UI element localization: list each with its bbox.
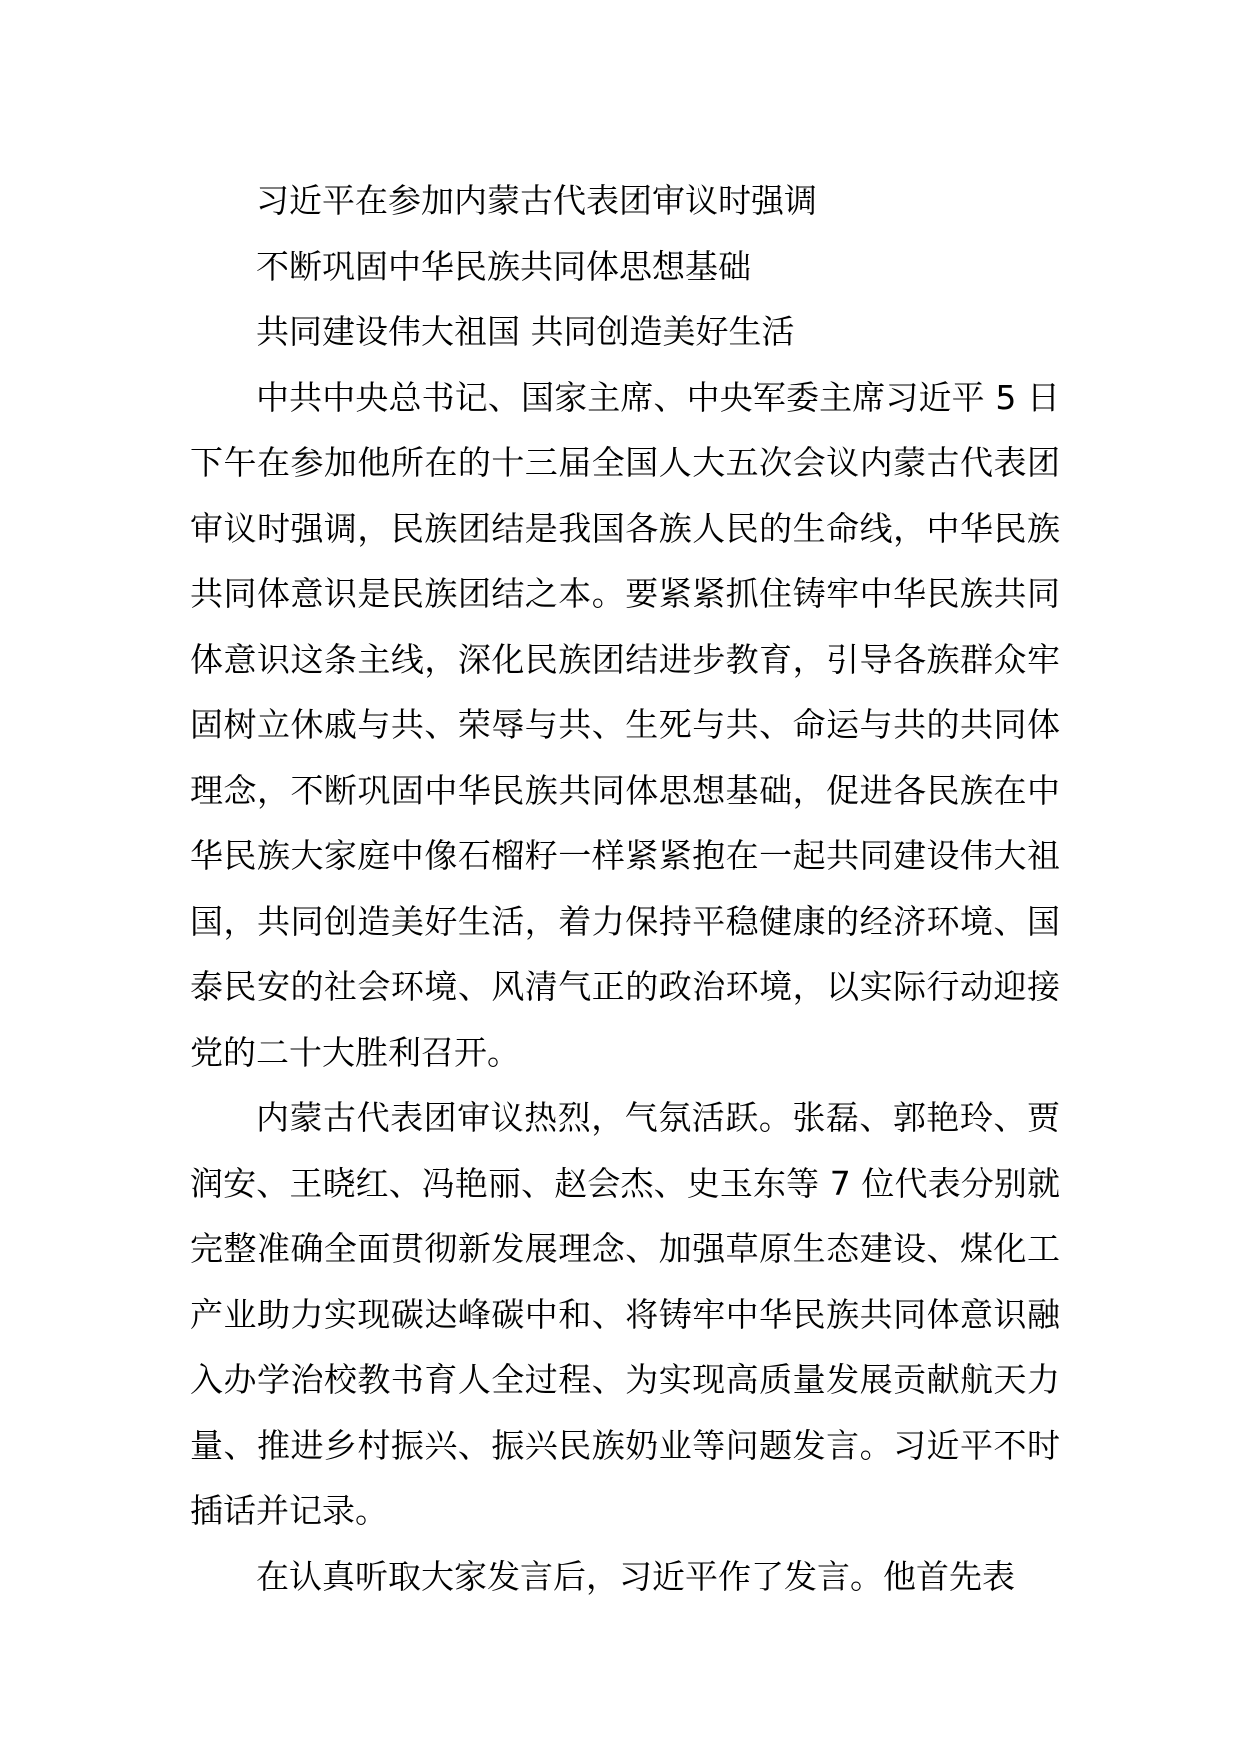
paragraph-2: 内蒙古代表团审议热烈，气氛活跃。张磊、郭艳玲、贾润安、王晓红、冯艳丽、赵会杰、史玉东等 7 位代表分别就完整准确全面贯彻新发展理念、加强草原生态建设、煤化工产业助力实现碳达峰碳中和、将铸牢中华民族共同体意识融入办学治校教书育人全过程、为实现高质量发展贡献航天力量、推进乡村振兴、振兴民族奶业等问题发言。习近平不时插话并记录。 bbox=[190, 1098, 1060, 1530]
document-page bbox=[190, 168, 1060, 1609]
heading-line-3: 共同建设伟大祖国 共同创造美好生活 bbox=[256, 312, 795, 351]
heading-line-1: 习近平在参加内蒙古代表团审议时强调 bbox=[256, 181, 817, 220]
paragraph-1: 中共中央总书记、国家主席、中央军委主席习近平 5 日下午在参加他所在的十三届全国人大五次会议内蒙古代表团审议时强调，民族团结是我国各族人民的生命线，中华民族共同体意识是民族团结之本。要紧紧抓住铸牢中华民族共同体意识这条主线，深化民族团结进步教育，引导各族群众牢固树立休戚与共、荣辱与共、生死与共、命运与共的共同体理念，不断巩固中华民族共同体思想基础，促进各民族在中华民族大家庭中像石榴籽一样紧紧抱在一起共同建设伟大祖国，共同创造美好生活，着力保持平稳健康的经济环境、国泰民安的社会环境、风清气正的政治环境，以实际行动迎接党的二十大胜利召开。 bbox=[190, 377, 1060, 1072]
heading-line-2: 不断巩固中华民族共同体思想基础 bbox=[256, 246, 751, 286]
paragraph-3: 在认真听取大家发言后，习近平作了发言。他首先表 bbox=[256, 1556, 1015, 1596]
